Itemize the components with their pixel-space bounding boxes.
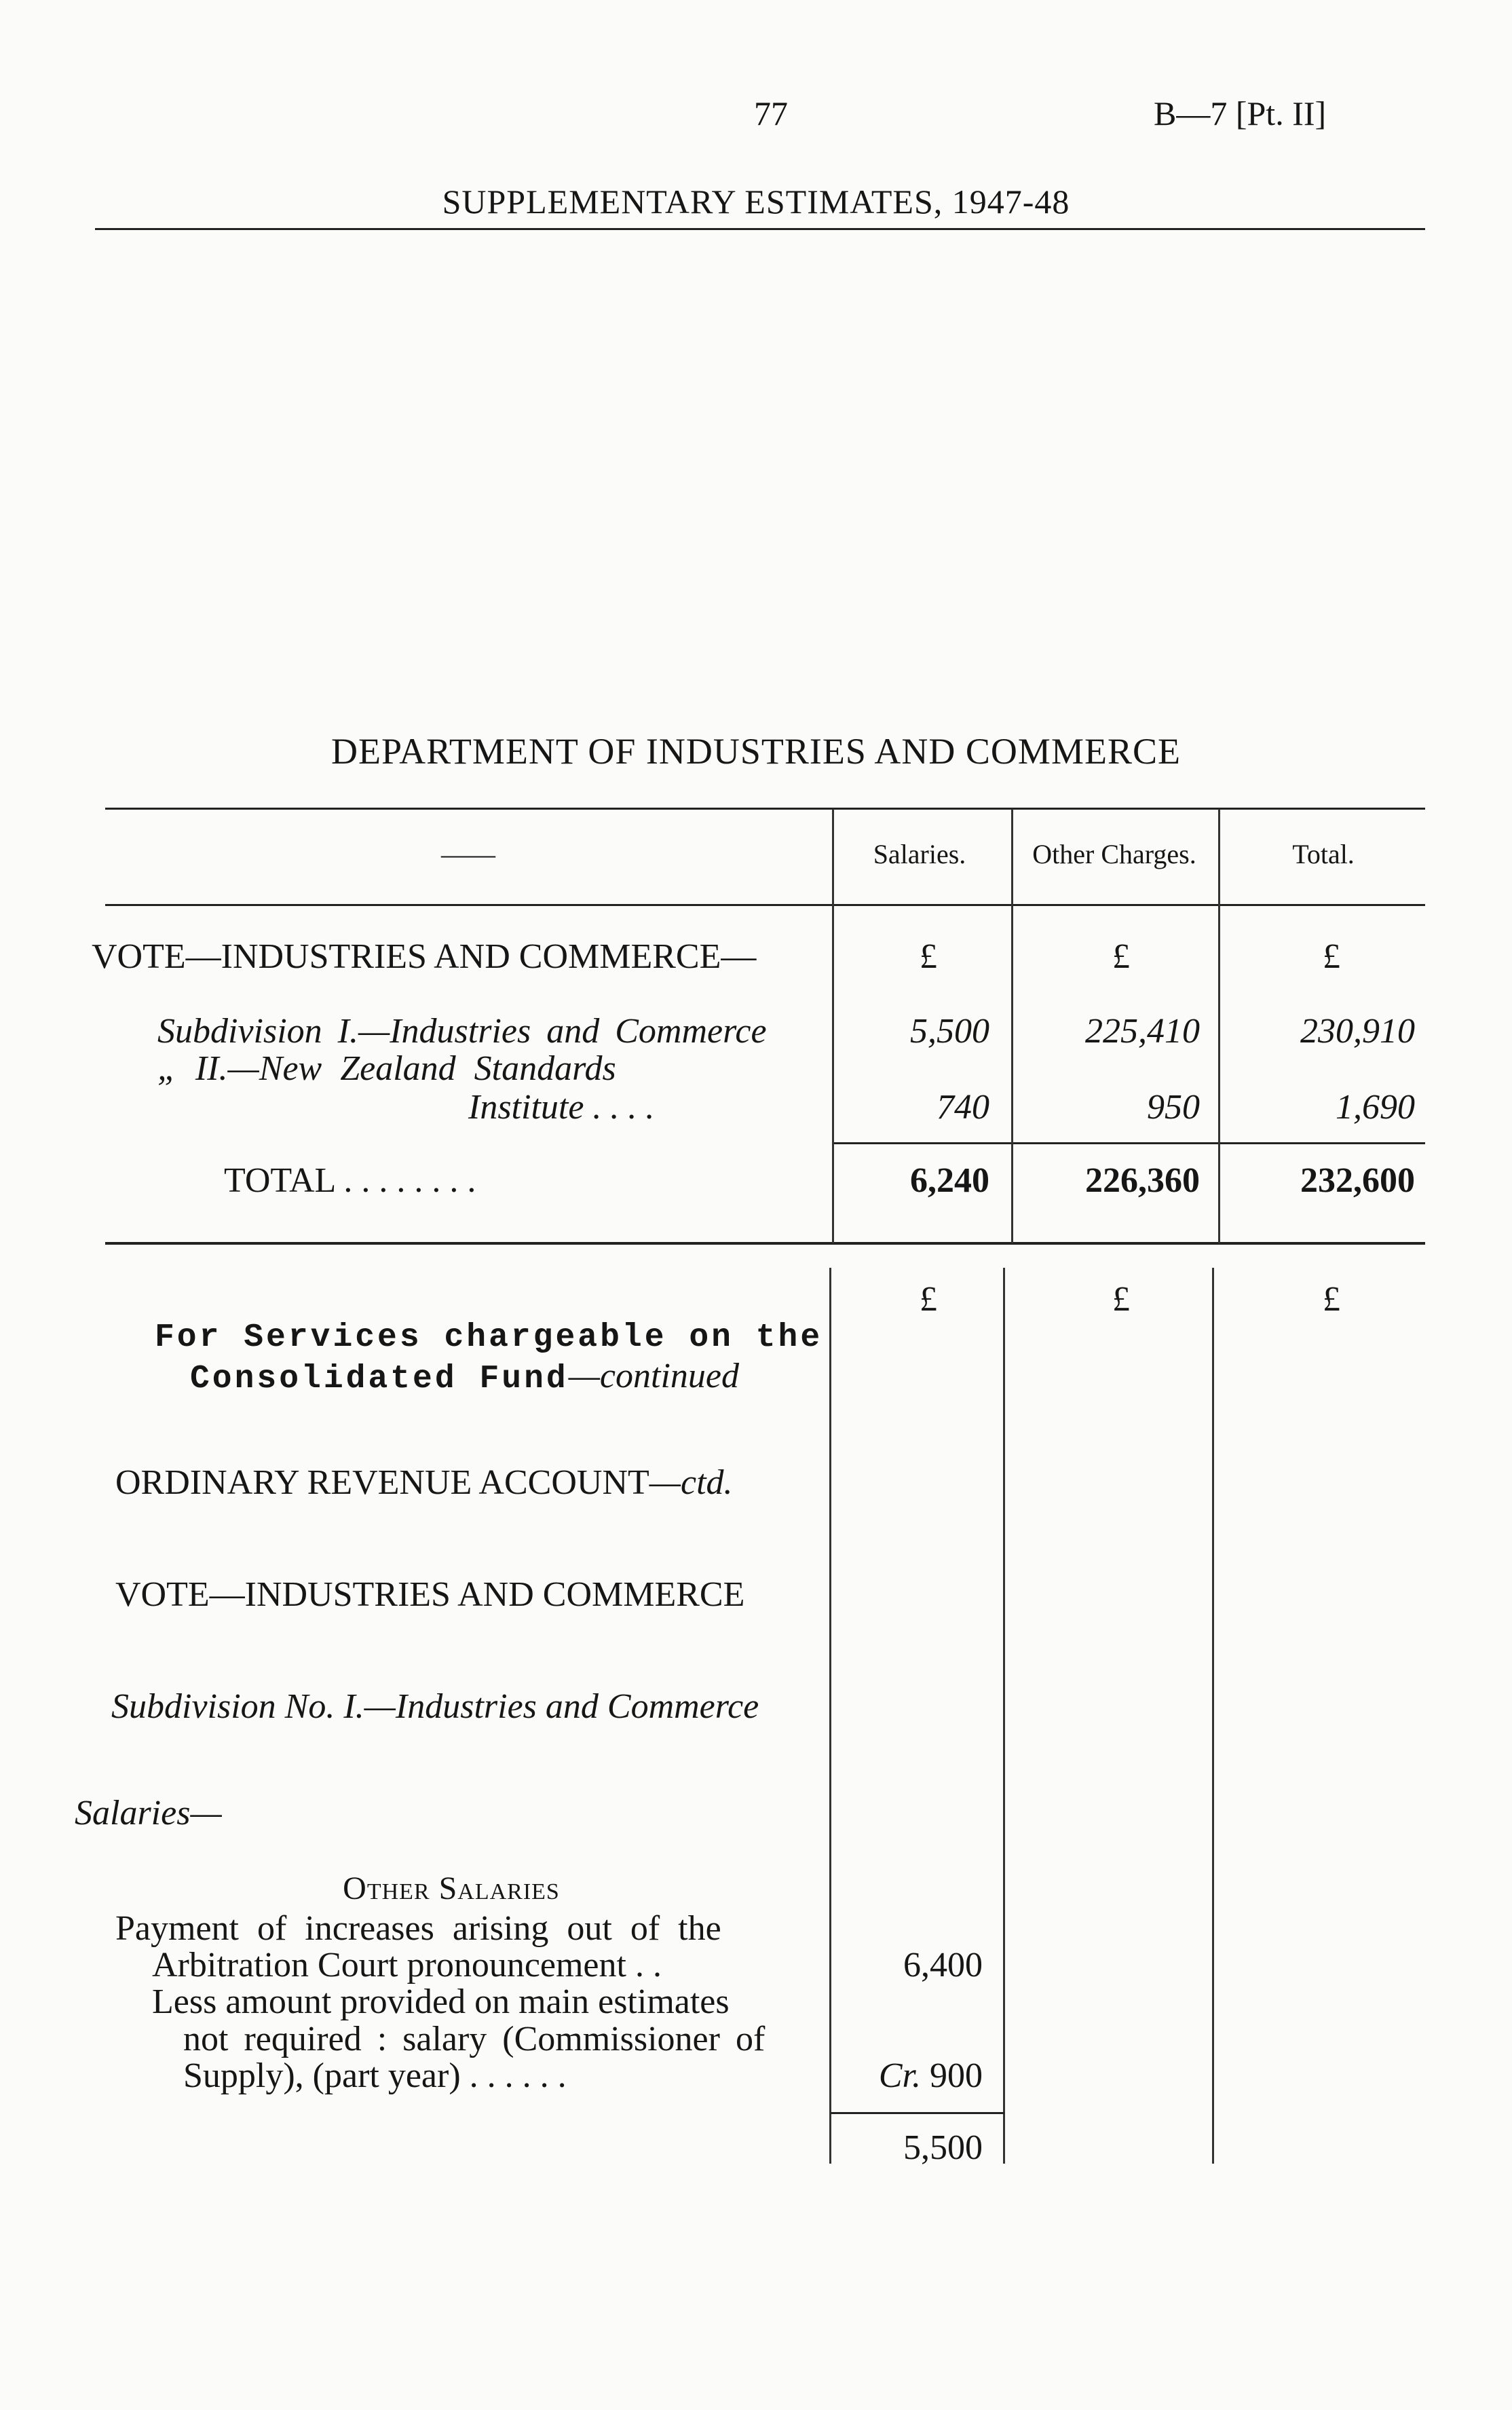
sub2-total: 1,690 (1336, 1088, 1415, 1127)
less-line-3: Supply), (part year) . . . . . . (183, 2056, 567, 2095)
col-head-other-charges: Other Charges. (1032, 839, 1196, 869)
consolidated-fund-text: Consolidated Fund (190, 1361, 569, 1397)
sub1-salaries: 5,500 (910, 1012, 989, 1051)
summary-blank-heading: —— (441, 839, 495, 869)
services-heading: For Services chargeable on the (155, 1319, 823, 1356)
detail-col-divider-1 (829, 1268, 831, 2164)
col-head-total: Total. (1292, 839, 1355, 869)
currency-salaries: £ (920, 937, 937, 976)
sub1-other-charges: 225,410 (1085, 1012, 1200, 1051)
department-title: DEPARTMENT OF INDUSTRIES AND COMMERCE (331, 731, 1181, 772)
header-rule (95, 228, 1425, 230)
services-heading-line-2 (190, 1356, 739, 1397)
sub2-salaries: 740 (937, 1088, 989, 1127)
salaries-label: Salaries— (75, 1794, 222, 1832)
summary-top-rule (105, 808, 1425, 810)
detail-subdivision-heading: Subdivision No. I.—Industries and Commerce (111, 1687, 759, 1726)
total-other-charges: 226,360 (1085, 1161, 1200, 1200)
net-amount: 5,500 (903, 2128, 983, 2167)
detail-currency-salaries: £ (920, 1280, 937, 1319)
credit-prefix: Cr. (878, 2056, 921, 2095)
summary-col-divider-3 (1218, 809, 1220, 1243)
detail-col-divider-3 (1212, 1268, 1214, 2164)
less-amount (879, 2056, 983, 2096)
credit-amount: 900 (930, 2056, 983, 2095)
payment-line-2: Arbitration Court pronouncement . . (152, 1946, 662, 1984)
subdivision-2-label: „ II.—New Zealand Standards (157, 1049, 616, 1088)
running-title: SUPPLEMENTARY ESTIMATES, 1947-48 (442, 183, 1070, 221)
continued-text: —continued (568, 1357, 739, 1395)
summary-bottom-rule (105, 1242, 1425, 1245)
subdivision-2-label-cont: Institute . . . . (468, 1088, 655, 1127)
less-line-1: Less amount provided on main estimates (152, 1982, 730, 2021)
sub1-total: 230,910 (1300, 1012, 1415, 1051)
summary-sum-rule (833, 1142, 1425, 1144)
subdivision-1-label: Subdivision I.—Industries and Commerce (157, 1012, 767, 1051)
summary-col-divider-2 (1011, 809, 1013, 1243)
other-salaries-heading: Other Salaries (343, 1870, 560, 1906)
total-salaries: 6,240 (910, 1161, 989, 1200)
detail-sum-rule (831, 2112, 1004, 2114)
currency-other: £ (1112, 937, 1130, 976)
account-heading-ctd: —ctd. (649, 1463, 733, 1502)
summary-header-rule (105, 904, 1425, 906)
currency-total: £ (1323, 937, 1340, 976)
document-reference: B—7 [Pt. II] (1154, 94, 1327, 132)
account-heading-main: ORDINARY REVENUE ACCOUNT (115, 1463, 649, 1502)
detail-currency-total: £ (1323, 1280, 1340, 1319)
summary-total-label: TOTAL . . . . . . . . (224, 1161, 476, 1200)
less-line-2: not required : salary (Commissioner of (183, 2020, 766, 2058)
summary-col-divider-1 (832, 809, 834, 1243)
page-number: 77 (754, 94, 788, 132)
detail-currency-other: £ (1112, 1280, 1130, 1319)
col-head-salaries: Salaries. (873, 839, 966, 869)
summary-vote-label: VOTE—INDUSTRIES AND COMMERCE— (92, 937, 757, 976)
detail-vote-heading: VOTE—INDUSTRIES AND COMMERCE (115, 1575, 745, 1614)
account-heading (115, 1463, 733, 1503)
detail-col-divider-2 (1003, 1268, 1005, 2164)
sub2-other-charges: 950 (1147, 1088, 1200, 1127)
total-total: 232,600 (1300, 1161, 1415, 1200)
payment-line-1: Payment of increases arising out of the (115, 1909, 721, 1948)
payment-amount: 6,400 (903, 1946, 983, 1984)
